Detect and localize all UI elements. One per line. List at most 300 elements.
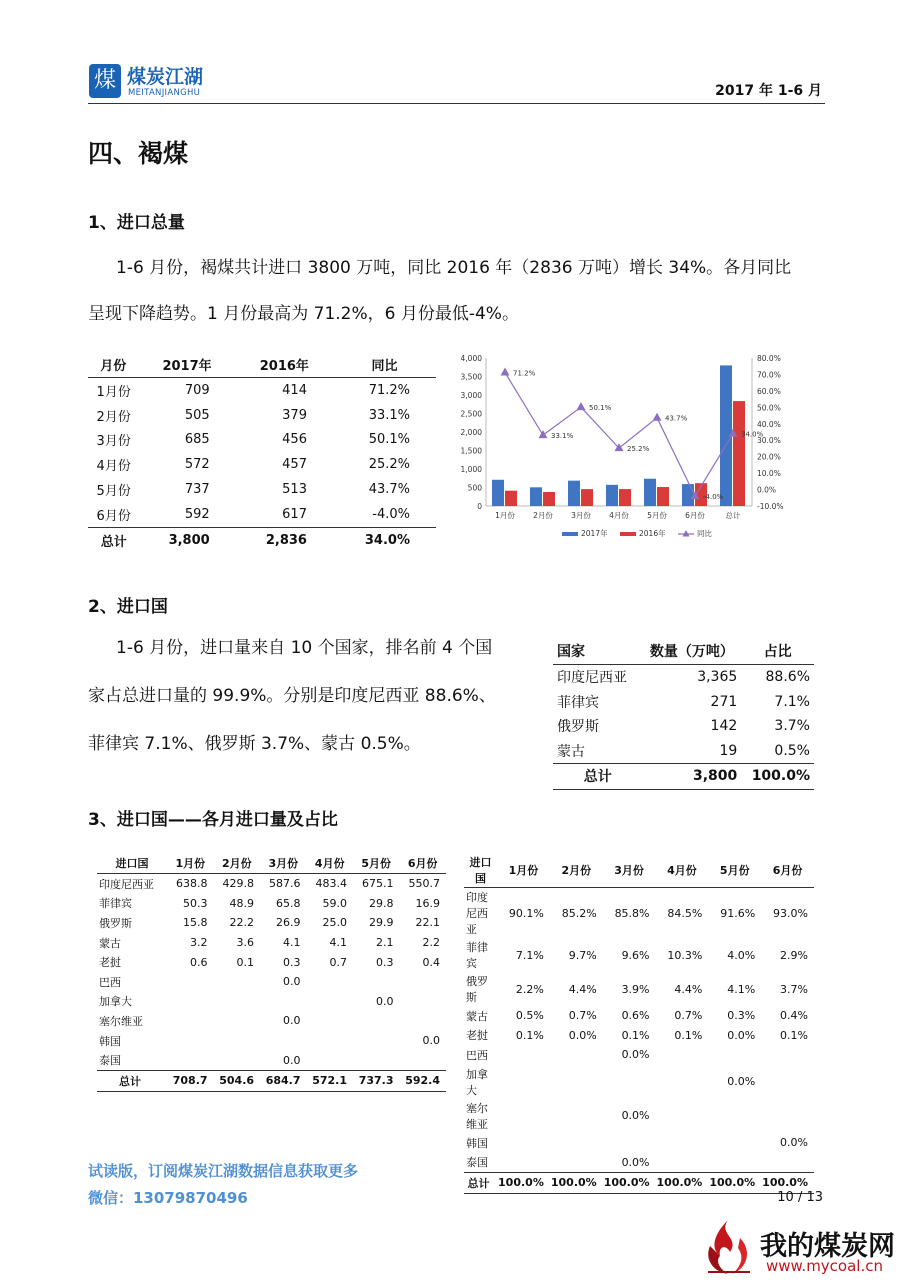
table-row: [97, 952, 446, 972]
row-label: 4月份: [96, 459, 131, 475]
table-cell: [214, 1050, 260, 1070]
legend-label: 2017年: [581, 529, 608, 538]
bar-2016: [733, 401, 745, 506]
table-row: [97, 933, 446, 953]
table-cell: 572: [184, 457, 210, 473]
table-cell: 3.9%: [621, 982, 650, 996]
table-cell: 0.0: [422, 1034, 440, 1048]
table-cell: [708, 1045, 761, 1065]
table-header: 3月份: [260, 853, 306, 874]
y-tick-label: 4,000: [460, 354, 482, 363]
row-label: 2月份: [96, 409, 131, 425]
table-cell: 91.6%: [720, 906, 756, 920]
section-title: 四、褐煤: [88, 139, 189, 168]
row-label: 菲律宾: [466, 941, 488, 970]
table-cell: 0.0%: [621, 1109, 650, 1123]
table-cell: 0.0%: [727, 1075, 756, 1089]
table-cell: 85.2%: [561, 906, 597, 920]
x-tick-label: 2月份: [533, 511, 553, 520]
table-cell: [761, 1099, 814, 1133]
total-cell: 100.0%: [741, 764, 814, 790]
table-cell: 29.8: [368, 896, 394, 910]
table-cell: 0.4%: [780, 1009, 808, 1023]
table-cell: 0.0: [283, 975, 301, 989]
table-cell: 0.1%: [780, 1028, 808, 1042]
row-label: 韩国: [466, 1136, 488, 1150]
table-header: 4月份: [307, 853, 353, 874]
table-row: [553, 665, 814, 690]
table-cell: [603, 1133, 656, 1153]
bar-2017: [682, 484, 694, 506]
total-cell: 34.0%: [333, 527, 436, 552]
y2-tick-label: 10.0%: [757, 469, 781, 479]
subsection-heading-monthly-countries: 3、进口国——各月进口量及占比: [88, 810, 338, 830]
monthly-country-volume-table: [97, 853, 446, 1092]
table-cell: [761, 1045, 814, 1065]
monthly-country-share-table: [464, 853, 814, 1194]
row-label: 韩国: [99, 1034, 121, 1048]
yoy-data-label: 50.1%: [589, 404, 612, 413]
brand-subtitle: MEITANJIANGHU: [128, 88, 201, 98]
y2-tick-label: 40.0%: [757, 419, 781, 429]
total-cell: 100.0%: [550, 1172, 603, 1193]
table-cell: 3,365: [697, 669, 738, 686]
yoy-data-label: 71.2%: [513, 369, 536, 378]
y2-tick-label: 50.0%: [757, 403, 781, 413]
table-cell: [307, 1050, 353, 1070]
table-cell: 0.1: [236, 955, 255, 969]
y-tick-label: 3,500: [460, 372, 482, 382]
table-cell: [603, 1065, 656, 1099]
table-cell: [399, 1050, 446, 1070]
table-cell: [307, 992, 353, 1012]
table-header: 5月份: [353, 853, 399, 874]
table-cell: [353, 1031, 399, 1051]
table-cell: [399, 992, 446, 1012]
table-header-row: [553, 637, 814, 665]
table-cell: 43.7%: [368, 482, 410, 498]
table-cell: 0.5%: [774, 742, 810, 759]
table-cell: [497, 1099, 550, 1133]
total-row: [464, 1172, 814, 1193]
y2-tick-label: 70.0%: [757, 370, 781, 380]
yoy-point: [577, 402, 586, 410]
y2-tick-label: 80.0%: [757, 354, 781, 363]
y2-tick-label: 0.0%: [757, 485, 777, 495]
total-label: 总计: [97, 1070, 167, 1091]
table-row: [464, 888, 814, 939]
table-row: [97, 992, 446, 1012]
x-tick-label: 5月份: [647, 511, 667, 520]
table-cell: 15.8: [183, 916, 208, 930]
total-cell: 572.1: [307, 1070, 353, 1091]
total-cell: 3,800: [643, 764, 742, 790]
yoy-point: [501, 367, 510, 375]
table-row: [464, 1026, 814, 1046]
total-cell: 592.4: [399, 1070, 446, 1091]
table-header: 1月份: [167, 853, 213, 874]
table-cell: [497, 1065, 550, 1099]
table-cell: 3.7%: [780, 982, 808, 996]
wechat-contact: 微信：13079870496: [88, 1189, 248, 1207]
table-cell: 456: [282, 432, 307, 448]
row-label: 泰国: [99, 1054, 121, 1068]
table-cell: 0.0: [283, 1014, 301, 1028]
total-cell: 2,836: [236, 527, 333, 552]
table-cell: 0.1%: [515, 1028, 544, 1042]
table-cell: 483.4: [315, 877, 347, 891]
table-cell: 709: [184, 382, 210, 398]
row-label: 塞尔维亚: [99, 1014, 143, 1028]
y-tick-label: 2,000: [460, 428, 482, 437]
table-cell: [708, 1133, 761, 1153]
yoy-data-label: 25.2%: [627, 445, 650, 454]
table-header: 5月份: [708, 853, 761, 888]
table-header-row: [88, 352, 436, 378]
x-tick-label: 1月份: [495, 511, 515, 520]
table-cell: 0.3%: [727, 1009, 756, 1023]
table-cell: 25.0: [322, 916, 347, 930]
row-label: 菲律宾: [99, 897, 132, 911]
table-row: [97, 894, 446, 914]
row-label: 1月份: [96, 384, 131, 400]
row-label: 3月份: [96, 434, 131, 450]
monthly-import-table: [88, 352, 436, 553]
table-cell: 4.0%: [727, 948, 756, 962]
row-label: 俄罗斯: [99, 916, 132, 930]
table-cell: [307, 1011, 353, 1031]
x-tick-label: 4月份: [609, 511, 629, 520]
table-cell: 71.2%: [368, 382, 410, 398]
table-cell: 7.1%: [774, 693, 810, 710]
table-header: 数量（万吨）: [643, 637, 742, 665]
page-number: 10 / 13: [777, 1190, 823, 1205]
table-cell: 9.6%: [621, 948, 650, 962]
bar-2017: [568, 481, 580, 506]
table-cell: [761, 1152, 814, 1172]
table-header: 6月份: [761, 853, 814, 888]
subsection-heading-countries: 2、进口国: [88, 597, 168, 617]
table-row: [88, 502, 436, 527]
table-cell: [656, 1133, 709, 1153]
total-row: [553, 764, 814, 790]
table-cell: 4.1: [283, 936, 301, 950]
table-header: 月份: [88, 352, 138, 378]
table-cell: [260, 1031, 306, 1051]
table-row: [88, 452, 436, 477]
table-cell: 88.6%: [765, 669, 810, 686]
flame-logo-icon: [700, 1216, 756, 1278]
y2-tick-label: 20.0%: [757, 452, 781, 462]
total-cell: 684.7: [260, 1070, 306, 1091]
yoy-line: [505, 372, 733, 496]
table-row: [553, 714, 814, 739]
total-cell: 708.7: [167, 1070, 213, 1091]
legend-swatch: [562, 532, 578, 536]
table-cell: [497, 1045, 550, 1065]
table-cell: 0.6%: [621, 1009, 650, 1023]
paragraph-line: 1-6 月份，褐煤共计进口 3800 万吨，同比 2016 年（2836 万吨）增长 34%。各月同比: [116, 258, 792, 278]
total-cell: 100.0%: [603, 1172, 656, 1193]
paragraph-total-imports: [88, 245, 833, 291]
table-row: [88, 378, 436, 403]
table-header-row: [464, 853, 814, 888]
table-cell: 2.2%: [515, 982, 544, 996]
table-cell: 0.4: [422, 955, 440, 969]
table-row: [464, 1152, 814, 1172]
brand-name: 煤炭江湖: [127, 66, 204, 88]
row-label: 6月份: [96, 508, 131, 524]
bar-2016: [657, 487, 669, 506]
table-cell: 685: [184, 432, 210, 448]
table-header: 进口国: [464, 853, 497, 888]
table-cell: [214, 1031, 260, 1051]
table-cell: 19: [719, 742, 738, 759]
y-tick-label: 2,500: [460, 409, 482, 419]
table-cell: [214, 992, 260, 1012]
table-cell: 2.1: [375, 936, 394, 950]
table-cell: 457: [282, 457, 307, 473]
table-row: [464, 1133, 814, 1153]
row-label: 菲律宾: [557, 694, 599, 711]
table-cell: 0.3: [375, 955, 394, 969]
table-cell: [167, 1031, 213, 1051]
monthly-import-chart: [452, 350, 822, 548]
report-period: 2017 年 1-6 月: [715, 83, 822, 99]
table-cell: 50.1%: [368, 432, 410, 448]
paragraph-total-imports-line2: 呈现下降趋势。1 月份最高为 71.2%，6 月份最低-4%。: [88, 304, 519, 324]
table-cell: [708, 1099, 761, 1133]
table-cell: 4.4%: [568, 982, 597, 996]
table-cell: 4.4%: [674, 982, 703, 996]
row-label: 蒙古: [466, 1009, 488, 1023]
table-row: [464, 938, 814, 972]
table-cell: 10.3%: [667, 948, 703, 962]
total-label: 总计: [464, 1172, 497, 1193]
table-header: 4月份: [656, 853, 709, 888]
table-cell: [353, 1050, 399, 1070]
row-label: 泰国: [466, 1156, 488, 1170]
total-row: [97, 1070, 446, 1091]
table-header: 2月份: [214, 853, 260, 874]
table-cell: 2.9%: [780, 948, 808, 962]
y-tick-label: 1,000: [460, 465, 482, 474]
table-cell: [260, 992, 306, 1012]
table-cell: 587.6: [269, 877, 301, 891]
row-label: 印度尼西亚: [557, 670, 627, 687]
table-header: 2016年: [236, 352, 333, 378]
table-cell: 3.2: [190, 936, 208, 950]
table-cell: 617: [282, 506, 307, 522]
bar-2017: [530, 487, 542, 506]
row-label: 塞尔维亚: [466, 1101, 488, 1131]
table-cell: [399, 972, 446, 992]
table-cell: -4.0%: [372, 506, 410, 522]
table-cell: 271: [710, 693, 738, 710]
table-row: [97, 1031, 446, 1051]
yoy-data-label: 34.0%: [741, 430, 764, 439]
row-label: 老挝: [99, 956, 121, 970]
table-cell: 29.9: [368, 916, 394, 930]
table-cell: [708, 1152, 761, 1172]
table-row: [464, 1065, 814, 1099]
row-label: 蒙古: [99, 936, 121, 950]
table-cell: [214, 972, 260, 992]
brand-logo-icon: 煤: [89, 64, 121, 98]
table-cell: [167, 972, 213, 992]
table-cell: 50.3: [183, 896, 208, 910]
paragraph-countries-line3: 菲律宾 7.1%、俄罗斯 3.7%、蒙古 0.5%。: [88, 734, 421, 754]
table-header: 2月份: [550, 853, 603, 888]
table-cell: 0.0: [375, 994, 394, 1008]
table-cell: 0.0: [283, 1053, 301, 1067]
table-cell: 0.3: [283, 955, 301, 969]
yoy-data-label: -4.0%: [703, 493, 724, 502]
table-cell: 3.7%: [774, 718, 810, 735]
table-cell: 0.0%: [621, 1048, 650, 1062]
table-cell: 142: [710, 718, 738, 735]
table-cell: 0.0%: [621, 1155, 650, 1169]
total-label: 总计: [88, 527, 138, 552]
table-row: [88, 403, 436, 428]
legend-label: 2016年: [639, 529, 666, 538]
trial-notice: 试读版，订阅煤炭江湖数据信息获取更多: [88, 1162, 359, 1180]
bar-2017: [492, 480, 504, 506]
table-cell: 59.0: [322, 896, 347, 910]
table-cell: 0.7: [329, 955, 347, 969]
table-cell: 65.8: [276, 896, 301, 910]
total-cell: 100.0%: [656, 1172, 709, 1193]
subsection-heading-total-imports: 1、进口总量: [88, 213, 185, 233]
bar-2016: [543, 492, 555, 506]
table-cell: 3.6: [236, 936, 255, 950]
table-cell: 84.5%: [667, 906, 703, 920]
yoy-point: [653, 413, 662, 421]
total-cell: 100.0%: [708, 1172, 761, 1193]
legend-marker: [683, 530, 690, 537]
table-header: 占比: [741, 637, 814, 665]
table-row: [464, 1045, 814, 1065]
table-cell: 505: [184, 407, 210, 423]
table-cell: 0.7%: [674, 1009, 703, 1023]
watermark-url: www.mycoal.cn: [766, 1257, 883, 1275]
row-label: 加拿大: [99, 995, 132, 1009]
table-cell: 4.1%: [727, 982, 756, 996]
table-cell: [550, 1133, 603, 1153]
table-cell: 638.8: [176, 877, 208, 891]
table-header: 6月份: [399, 853, 446, 874]
table-cell: 85.8%: [614, 906, 650, 920]
table-cell: [656, 1045, 709, 1065]
table-cell: [497, 1133, 550, 1153]
table-cell: 0.1%: [621, 1028, 650, 1042]
table-cell: [353, 1011, 399, 1031]
total-cell: 504.6: [214, 1070, 260, 1091]
table-cell: [656, 1099, 709, 1133]
row-label: 印度尼西亚: [99, 877, 154, 891]
table-cell: 90.1%: [508, 906, 544, 920]
table-cell: 675.1: [361, 877, 394, 891]
total-cell: 100.0%: [497, 1172, 550, 1193]
table-cell: 2.2: [422, 936, 440, 950]
table-cell: 0.7%: [568, 1009, 597, 1023]
table-row: [97, 1050, 446, 1070]
table-cell: [167, 1050, 213, 1070]
table-header: 1月份: [497, 853, 550, 888]
paragraph-countries-line2: 家占总进口量的 99.9%。分别是印度尼西亚 88.6%、: [88, 686, 496, 706]
y2-tick-label: -10.0%: [757, 502, 784, 511]
y2-tick-label: 30.0%: [757, 436, 781, 446]
total-label: 总计: [553, 764, 643, 790]
total-cell: 3,800: [138, 527, 235, 552]
table-row: [464, 972, 814, 1006]
total-cell: 100.0%: [761, 1172, 814, 1193]
table-cell: [307, 972, 353, 992]
table-cell: [761, 1065, 814, 1099]
table-cell: 429.8: [222, 877, 255, 891]
table-cell: [214, 1011, 260, 1031]
table-cell: [167, 1011, 213, 1031]
bar-2016: [619, 489, 631, 506]
table-cell: 550.7: [408, 877, 440, 891]
table-cell: 0.0%: [780, 1136, 808, 1150]
table-header: 2017年: [138, 352, 235, 378]
table-cell: 26.9: [276, 916, 301, 930]
bar-2017: [606, 485, 618, 506]
table-cell: 33.1%: [368, 407, 410, 423]
table-cell: 25.2%: [368, 457, 410, 473]
row-label: 巴西: [99, 975, 121, 989]
y-tick-label: 0: [477, 502, 482, 511]
bar-2016: [581, 489, 593, 506]
y2-tick-label: 60.0%: [757, 386, 781, 396]
table-row: [97, 874, 446, 894]
table-cell: 48.9: [229, 896, 255, 910]
table-cell: [550, 1065, 603, 1099]
yoy-data-label: 43.7%: [665, 414, 688, 423]
table-header: 3月份: [603, 853, 656, 888]
table-cell: 0.0%: [727, 1028, 756, 1042]
table-cell: 22.1: [415, 916, 440, 930]
table-cell: [656, 1152, 709, 1172]
table-cell: [167, 992, 213, 1012]
table-cell: 513: [282, 482, 307, 498]
table-cell: 379: [282, 407, 307, 423]
table-row: [464, 1006, 814, 1026]
yoy-data-label: 33.1%: [551, 432, 574, 441]
table-header: 国家: [553, 637, 643, 665]
row-label: 巴西: [466, 1048, 488, 1062]
table-cell: 0.0%: [568, 1028, 597, 1042]
watermark-site-name: 我的煤炭网: [760, 1231, 895, 1262]
table-cell: [353, 972, 399, 992]
table-cell: [550, 1099, 603, 1133]
table-cell: 22.2: [229, 916, 255, 930]
legend-swatch: [620, 532, 636, 536]
table-cell: 0.6: [190, 955, 208, 969]
table-cell: [399, 1011, 446, 1031]
table-cell: [550, 1045, 603, 1065]
table-cell: 4.1: [329, 936, 347, 950]
row-label: 印度尼西亚: [466, 891, 488, 936]
paragraph-countries-line1: 1-6 月份，进口量来自 10 个国家，排名前 4 个国: [116, 638, 493, 658]
header-divider: [88, 103, 825, 104]
table-cell: 737: [184, 482, 210, 498]
row-label: 蒙古: [557, 743, 585, 760]
table-cell: 93.0%: [773, 906, 808, 920]
table-cell: 592: [184, 506, 210, 522]
table-row: [88, 477, 436, 502]
